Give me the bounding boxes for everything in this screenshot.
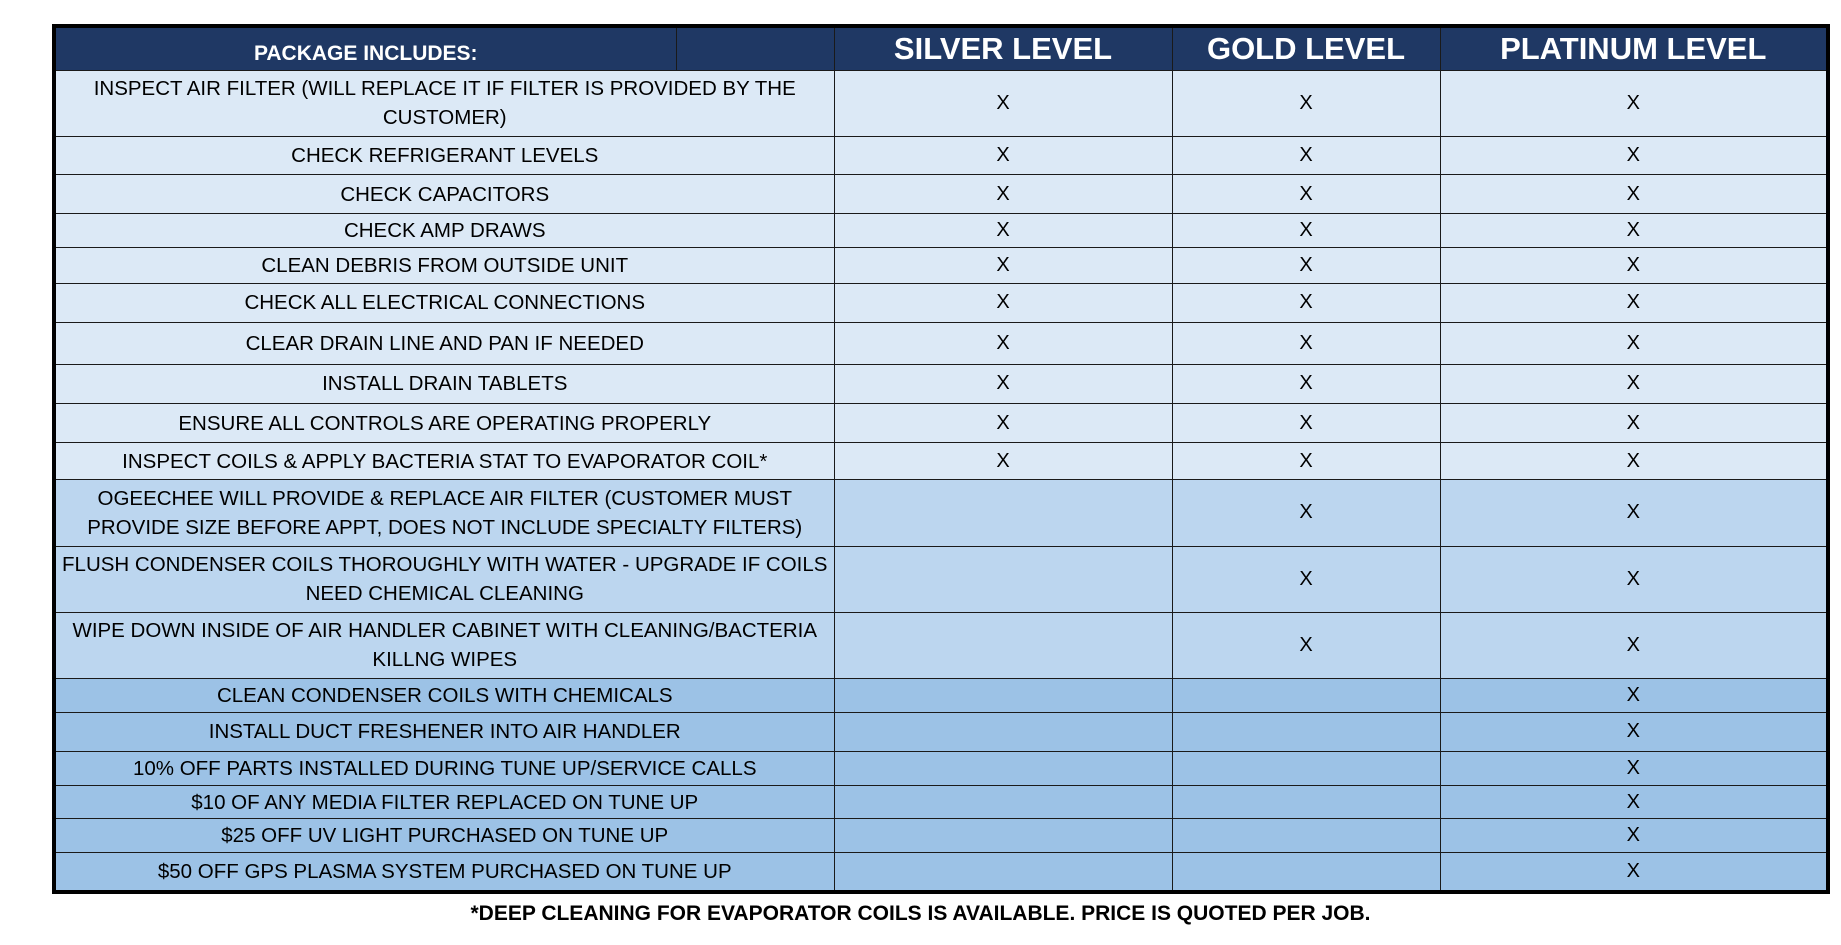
gold-mark-cell: X — [1172, 247, 1440, 283]
platinum-level-header: PLATINUM LEVEL — [1440, 26, 1828, 70]
platinum-mark-cell: X — [1440, 283, 1828, 322]
platinum-mark-cell: X — [1440, 214, 1828, 248]
silver-mark-cell: X — [834, 174, 1172, 213]
silver-mark-cell — [834, 785, 1172, 819]
table-row — [54, 785, 1828, 819]
gold-level-header: GOLD LEVEL — [1172, 26, 1440, 70]
silver-mark-cell — [834, 853, 1172, 892]
table-row — [54, 136, 1828, 174]
platinum-mark-cell: X — [1440, 752, 1828, 786]
platinum-mark-cell: X — [1440, 712, 1828, 751]
feature-cell: INSTALL DRAIN TABLETS — [54, 364, 834, 403]
feature-cell: $10 OF ANY MEDIA FILTER REPLACED ON TUNE UP — [54, 785, 834, 819]
gold-mark-cell: X — [1172, 480, 1440, 546]
silver-mark-cell: X — [834, 443, 1172, 480]
table-row — [54, 819, 1828, 853]
table-row — [54, 214, 1828, 248]
platinum-mark-cell: X — [1440, 136, 1828, 174]
platinum-mark-cell: X — [1440, 70, 1828, 136]
table-row — [54, 323, 1828, 365]
silver-mark-cell — [834, 679, 1172, 713]
table-row — [54, 712, 1828, 751]
platinum-mark-cell: X — [1440, 403, 1828, 442]
gold-mark-cell — [1172, 785, 1440, 819]
table-row — [54, 283, 1828, 322]
feature-cell: CLEAN CONDENSER COILS WITH CHEMICALS — [54, 679, 834, 713]
platinum-mark-cell: X — [1440, 612, 1828, 678]
silver-mark-cell — [834, 712, 1172, 751]
gold-mark-cell — [1172, 712, 1440, 751]
platinum-mark-cell: X — [1440, 679, 1828, 713]
platinum-mark-cell: X — [1440, 247, 1828, 283]
table-row — [54, 853, 1828, 892]
platinum-mark-cell: X — [1440, 174, 1828, 213]
silver-mark-cell — [834, 752, 1172, 786]
gold-mark-cell: X — [1172, 443, 1440, 480]
gold-mark-cell: X — [1172, 70, 1440, 136]
silver-mark-cell: X — [834, 364, 1172, 403]
table-row — [54, 174, 1828, 213]
silver-mark-cell — [834, 819, 1172, 853]
table-row — [54, 403, 1828, 442]
gold-mark-cell: X — [1172, 323, 1440, 365]
gold-mark-cell: X — [1172, 364, 1440, 403]
gold-mark-cell: X — [1172, 136, 1440, 174]
platinum-mark-cell: X — [1440, 785, 1828, 819]
feature-cell: ENSURE ALL CONTROLS ARE OPERATING PROPERLY — [54, 403, 834, 442]
feature-cell: INSTALL DUCT FRESHENER INTO AIR HANDLER — [54, 712, 834, 751]
feature-cell: INSPECT COILS & APPLY BACTERIA STAT TO EVAPORATOR COIL* — [54, 443, 834, 480]
feature-cell: CHECK ALL ELECTRICAL CONNECTIONS — [54, 283, 834, 322]
gold-mark-cell — [1172, 679, 1440, 713]
feature-cell: 10% OFF PARTS INSTALLED DURING TUNE UP/SERVICE CALLS — [54, 752, 834, 786]
platinum-mark-cell: X — [1440, 364, 1828, 403]
table-row — [54, 752, 1828, 786]
platinum-mark-cell: X — [1440, 853, 1828, 892]
silver-mark-cell: X — [834, 247, 1172, 283]
gold-mark-cell: X — [1172, 214, 1440, 248]
feature-cell: OGEECHEE WILL PROVIDE & REPLACE AIR FILTER (CUSTOMER MUST PROVIDE SIZE BEFORE APPT, DOES NOT INCLUDE SPECIALTY FILTERS) — [54, 480, 834, 546]
table-row — [54, 612, 1828, 678]
gold-mark-cell — [1172, 752, 1440, 786]
gold-mark-cell: X — [1172, 612, 1440, 678]
silver-mark-cell: X — [834, 283, 1172, 322]
feature-cell: $50 OFF GPS PLASMA SYSTEM PURCHASED ON TUNE UP — [54, 853, 834, 892]
feature-cell: CLEAR DRAIN LINE AND PAN IF NEEDED — [54, 323, 834, 365]
gold-mark-cell — [1172, 819, 1440, 853]
silver-mark-cell — [834, 480, 1172, 546]
table-header-row — [54, 26, 1828, 70]
platinum-mark-cell: X — [1440, 546, 1828, 612]
table-row — [54, 443, 1828, 480]
gold-mark-cell — [1172, 853, 1440, 892]
platinum-mark-cell: X — [1440, 819, 1828, 853]
table-row — [54, 247, 1828, 283]
table-row — [54, 679, 1828, 713]
feature-cell: CHECK AMP DRAWS — [54, 214, 834, 248]
gold-mark-cell: X — [1172, 546, 1440, 612]
feature-cell: FLUSH CONDENSER COILS THOROUGHLY WITH WATER - UPGRADE IF COILS NEED CHEMICAL CLEANING — [54, 546, 834, 612]
feature-cell: CLEAN DEBRIS FROM OUTSIDE UNIT — [54, 247, 834, 283]
silver-mark-cell — [834, 546, 1172, 612]
feature-cell: CHECK REFRIGERANT LEVELS — [54, 136, 834, 174]
table-body — [54, 70, 1828, 892]
silver-mark-cell — [834, 612, 1172, 678]
platinum-mark-cell: X — [1440, 323, 1828, 365]
table-row — [54, 546, 1828, 612]
gold-mark-cell: X — [1172, 283, 1440, 322]
header-blank-cell — [676, 26, 834, 70]
table-row — [54, 480, 1828, 546]
silver-mark-cell: X — [834, 403, 1172, 442]
feature-cell: CHECK CAPACITORS — [54, 174, 834, 213]
feature-cell: INSPECT AIR FILTER (WILL REPLACE IT IF FILTER IS PROVIDED BY THE CUSTOMER) — [54, 70, 834, 136]
silver-mark-cell: X — [834, 214, 1172, 248]
silver-level-header: SILVER LEVEL — [834, 26, 1172, 70]
gold-mark-cell: X — [1172, 403, 1440, 442]
silver-mark-cell: X — [834, 70, 1172, 136]
package-includes-header: PACKAGE INCLUDES: — [54, 26, 676, 70]
gold-mark-cell: X — [1172, 174, 1440, 213]
feature-cell: $25 OFF UV LIGHT PURCHASED ON TUNE UP — [54, 819, 834, 853]
feature-cell: WIPE DOWN INSIDE OF AIR HANDLER CABINET WITH CLEANING/BACTERIA KILLNG WIPES — [54, 612, 834, 678]
platinum-mark-cell: X — [1440, 443, 1828, 480]
table-row — [54, 364, 1828, 403]
silver-mark-cell: X — [834, 136, 1172, 174]
footnote: *DEEP CLEANING FOR EVAPORATOR COILS IS AVAILABLE. PRICE IS QUOTED PER JOB. — [470, 902, 1371, 925]
platinum-mark-cell: X — [1440, 480, 1828, 546]
silver-mark-cell: X — [834, 323, 1172, 365]
table-row — [54, 70, 1828, 136]
package-comparison-table — [52, 24, 1830, 894]
